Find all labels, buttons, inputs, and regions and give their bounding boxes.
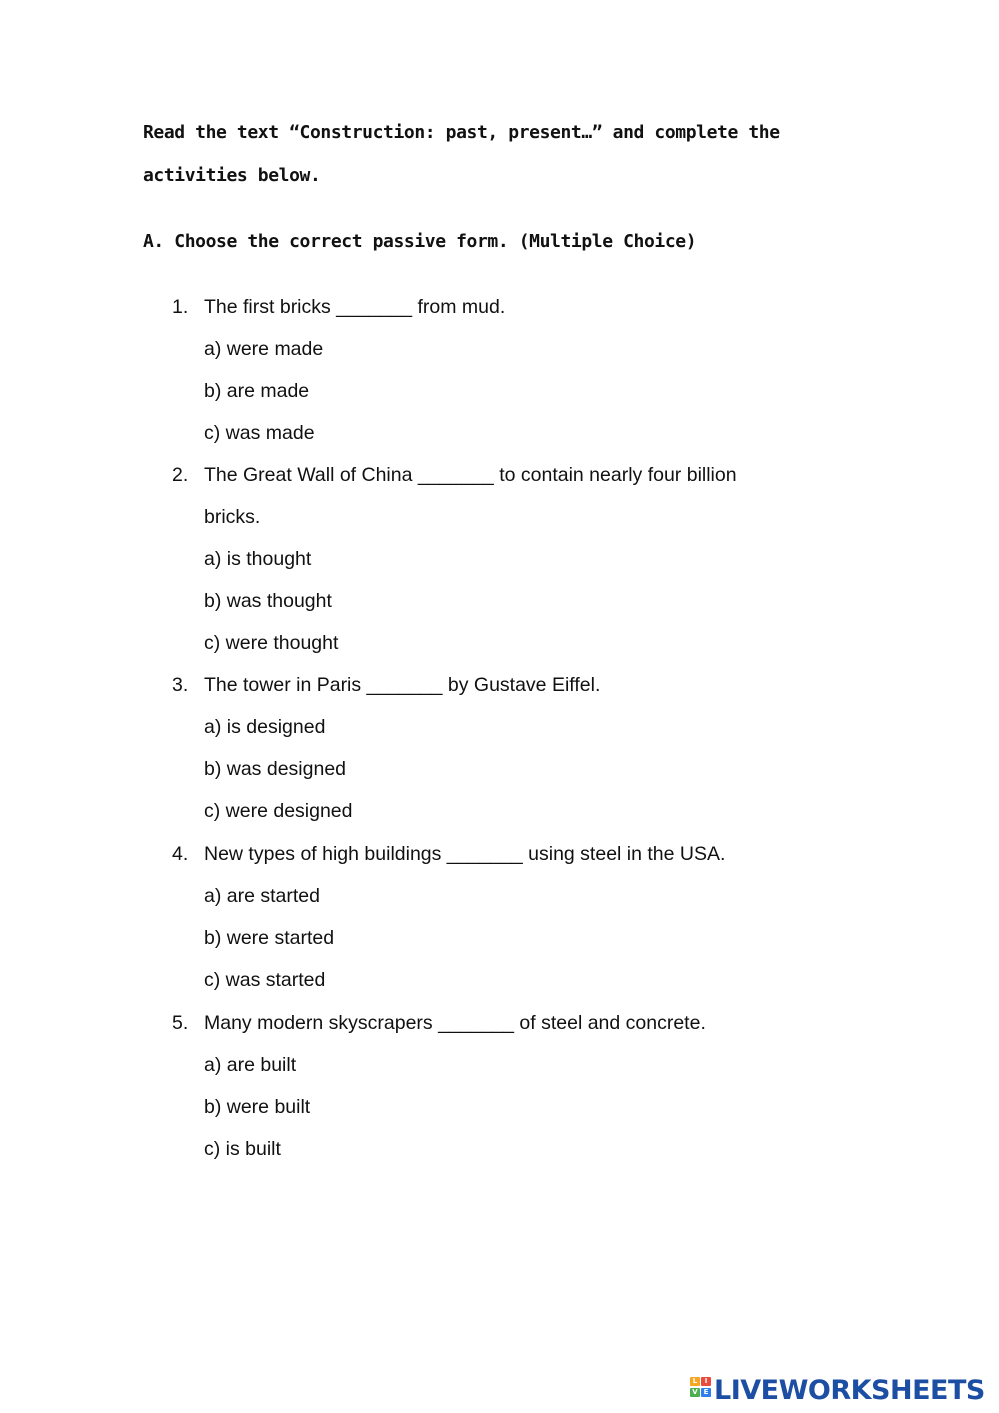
logo-block-i: I	[701, 1377, 711, 1386]
option-c[interactable]: c) was started	[204, 969, 326, 991]
option-c[interactable]: c) is built	[204, 1138, 281, 1160]
option-a[interactable]: a) is thought	[204, 548, 312, 570]
option-a[interactable]: a) are started	[204, 885, 320, 907]
option-c[interactable]: c) were thought	[204, 632, 339, 654]
option-a[interactable]: a) were made	[204, 338, 324, 360]
option-a[interactable]: a) are built	[204, 1054, 297, 1076]
section-a-heading: A. Choose the correct passive form. (Multiple Choice)	[143, 231, 697, 252]
logo-block-l: L	[690, 1377, 700, 1386]
option-b[interactable]: b) are made	[204, 380, 310, 402]
question-text: Many modern skyscrapers _______ of steel and concrete.	[204, 1012, 706, 1034]
question-text: The Great Wall of China _______ to contain nearly four billion	[204, 464, 737, 486]
option-a[interactable]: a) is designed	[204, 716, 326, 738]
option-b[interactable]: b) were built	[204, 1096, 311, 1118]
question-number: 5.	[172, 1012, 189, 1034]
question-number: 2.	[172, 464, 189, 486]
question-text: The tower in Paris _______ by Gustave Eiffel.	[204, 674, 601, 696]
question-text: New types of high buildings _______ using steel in the USA.	[204, 843, 726, 865]
logo-block-e: E	[701, 1388, 711, 1397]
option-b[interactable]: b) was designed	[204, 758, 347, 780]
logo-mark-icon	[690, 1375, 712, 1405]
option-b[interactable]: b) were started	[204, 927, 335, 949]
option-c[interactable]: c) was made	[204, 422, 315, 444]
question-number: 3.	[172, 674, 189, 696]
question-text: The first bricks _______ from mud.	[204, 296, 506, 318]
instruction-line-2: activities below.	[143, 165, 321, 186]
liveworksheets-logo	[690, 1372, 985, 1408]
question-number: 4.	[172, 843, 189, 865]
question-text-continued: bricks.	[204, 506, 261, 528]
option-b[interactable]: b) was thought	[204, 590, 332, 612]
logo-text: LIVEWORKSHEETS	[714, 1374, 985, 1406]
instruction-line-1: Read the text “Construction: past, present…” and complete the	[143, 122, 780, 143]
option-c[interactable]: c) were designed	[204, 800, 353, 822]
question-number: 1.	[172, 296, 189, 318]
logo-block-v: V	[690, 1388, 700, 1397]
